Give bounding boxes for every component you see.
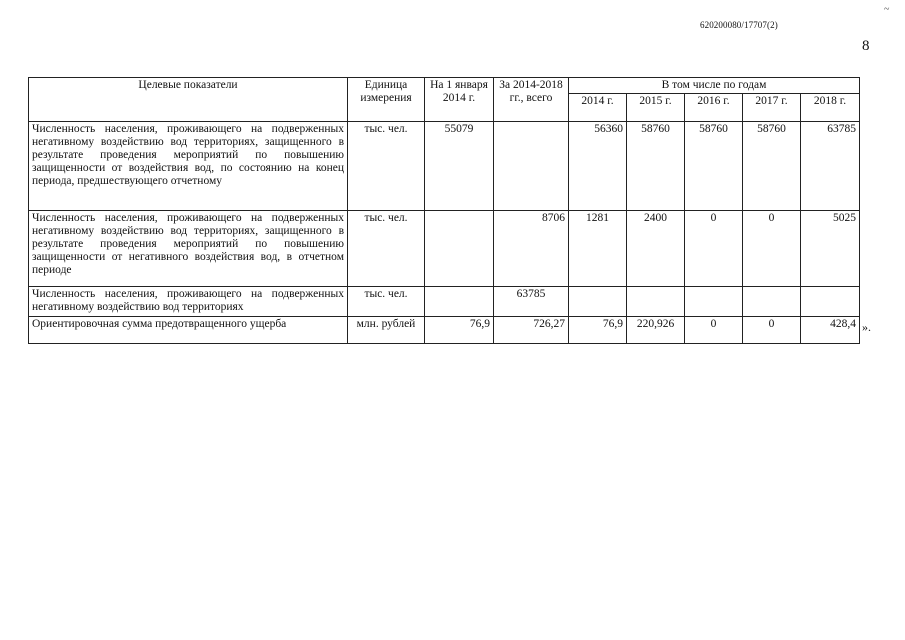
- year-cell: 5025: [801, 211, 860, 287]
- total-cell: [494, 122, 569, 211]
- year-cell: 58760: [685, 122, 743, 211]
- year-cell: [743, 287, 801, 317]
- jan2014-cell: [425, 287, 494, 317]
- year-cell: 1281: [569, 211, 627, 287]
- year-cell: 0: [743, 211, 801, 287]
- jan2014-cell: 76,9: [425, 317, 494, 344]
- closing-quote: ».: [862, 320, 871, 334]
- year-cell: 428,4: [801, 317, 860, 344]
- jan2014-cell: 55079: [425, 122, 494, 211]
- page-number: 8: [862, 38, 870, 54]
- year-cell: 56360: [569, 122, 627, 211]
- total-cell: 8706: [494, 211, 569, 287]
- year-cell: [569, 287, 627, 317]
- table-row: [29, 211, 860, 287]
- total-cell: 63785: [494, 287, 569, 317]
- year-cell: 0: [685, 211, 743, 287]
- year-cell: 2400: [627, 211, 685, 287]
- total-cell: 726,27: [494, 317, 569, 344]
- indicator-cell: Численность населения, проживающего на подверженных негативному воздействию вод территориях: [29, 287, 348, 317]
- table-row: [29, 317, 860, 344]
- year-cell: 76,9: [569, 317, 627, 344]
- indicator-cell: Численность населения, проживающего на подверженных негативному воздействию вод территориях, защищенного в результате проведения мероприятий по повышению защищенности от негативного воздействия вод, в отчетном периоде: [29, 211, 348, 287]
- year-cell: [801, 287, 860, 317]
- table-row: [29, 287, 860, 317]
- col-header-indicator: Целевые показатели: [29, 78, 348, 122]
- corner-mark: ~: [884, 4, 890, 15]
- indicator-cell: Ориентировочная сумма предотвращенного ущерба: [29, 317, 348, 344]
- header-row-1: [29, 78, 860, 94]
- year-cell: 58760: [627, 122, 685, 211]
- col-header-by-years: В том числе по годам: [569, 78, 860, 94]
- unit-cell: тыс. чел.: [348, 122, 425, 211]
- year-cell: [685, 287, 743, 317]
- col-header-year: 2015 г.: [627, 94, 685, 122]
- col-header-year: 2017 г.: [743, 94, 801, 122]
- jan2014-cell: [425, 211, 494, 287]
- col-header-year: 2016 г.: [685, 94, 743, 122]
- unit-cell: тыс. чел.: [348, 211, 425, 287]
- document-id: 620200080/17707(2): [700, 20, 778, 30]
- year-cell: 0: [743, 317, 801, 344]
- col-header-total: За 2014-2018 гг., всего: [494, 78, 569, 122]
- table-row: [29, 122, 860, 211]
- unit-cell: млн. рублей: [348, 317, 425, 344]
- year-cell: [627, 287, 685, 317]
- col-header-year: 2018 г.: [801, 94, 860, 122]
- col-header-unit: Единица измерения: [348, 78, 425, 122]
- year-cell: 63785: [801, 122, 860, 211]
- target-indicators-table: [28, 77, 860, 344]
- year-cell: 220,926: [627, 317, 685, 344]
- year-cell: 58760: [743, 122, 801, 211]
- col-header-jan2014: На 1 января 2014 г.: [425, 78, 494, 122]
- year-cell: 0: [685, 317, 743, 344]
- col-header-year: 2014 г.: [569, 94, 627, 122]
- unit-cell: тыс. чел.: [348, 287, 425, 317]
- indicator-cell: Численность населения, проживающего на подверженных негативному воздействию вод территориях, защищенного в результате проведения мероприятий по повышению защищенности от воздействия вод, по состоянию на конец периода, предшествующего отчетному: [29, 122, 348, 211]
